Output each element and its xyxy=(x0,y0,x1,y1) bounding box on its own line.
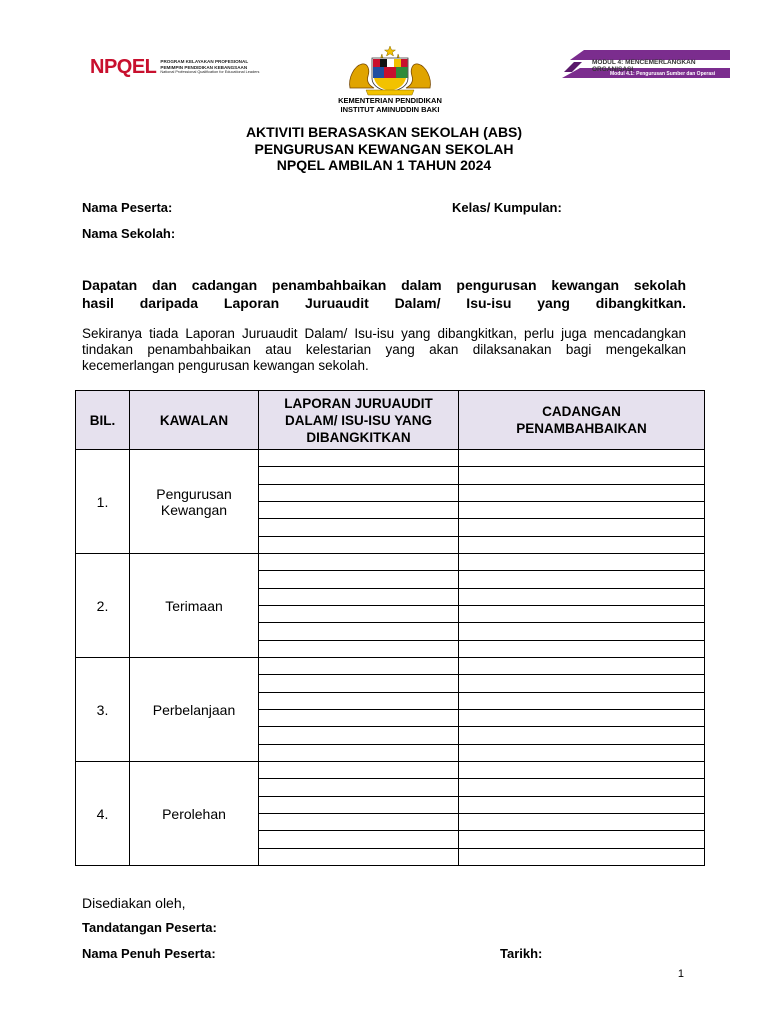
laporan-cell[interactable] xyxy=(259,450,459,554)
nama-sekolah-label: Nama Sekolah: xyxy=(82,226,176,241)
header-laporan-text: LAPORAN JURUAUDIT DALAM/ ISU-ISU YANG DIBANGKITKAN xyxy=(284,395,433,445)
table-row xyxy=(76,554,705,658)
header-cadangan xyxy=(459,391,705,450)
npqel-sub-line3: National Professional Qualification for Educational Leaders xyxy=(160,70,260,75)
laporan-cell[interactable] xyxy=(259,658,459,762)
row-control xyxy=(130,450,259,554)
table-row xyxy=(76,658,705,762)
date-label: Tarikh: xyxy=(500,946,543,961)
npqel-sub-line2: PEMIMPIN PENDIDIKAN KEBANGSAAN xyxy=(160,64,248,70)
full-name-label: Nama Penuh Peserta: xyxy=(82,946,216,961)
header-laporan xyxy=(259,391,459,450)
table-row xyxy=(76,450,705,554)
instruction-line2: hasil daripada Laporan Juruaudit Dalam/ Isu-isu yang dibangkitkan. xyxy=(82,295,686,311)
ministry-line1: KEMENTERIAN PENDIDIKAN xyxy=(338,96,442,105)
npqel-sub-line1: PROGRAM KELAYAKAN PROFESIONAL xyxy=(160,59,249,65)
header-cadangan-text: CADANGAN PENAMBAHBAIKAN xyxy=(516,404,647,436)
instruction-heading xyxy=(82,276,686,312)
cadangan-cell[interactable] xyxy=(459,554,705,658)
instruction-paragraph: Sekiranya tiada Laporan Juruaudit Dalam/ Isu-isu yang dibangkitkan, perlu juga mencadangkan tindakan penambahbaikan atau kelestarian yang akan dilaksanakan bagi mengekalkan kecemerlangan pengurusan kewangan sekolah. xyxy=(82,326,686,373)
cadangan-cell[interactable] xyxy=(459,450,705,554)
malaysia-crest-icon xyxy=(344,44,436,96)
row-number: 3. xyxy=(76,658,130,762)
document-title xyxy=(0,124,768,174)
signature-label: Tandatangan Peserta: xyxy=(82,920,217,935)
table-row xyxy=(76,762,705,866)
npqel-logo xyxy=(90,56,259,79)
laporan-cell[interactable] xyxy=(259,554,459,658)
table-header-row xyxy=(76,391,705,450)
header-kawalan: KAWALAN xyxy=(130,391,259,450)
ministry-label xyxy=(300,96,480,114)
instruction-line1: Dapatan dan cadangan penambahbaikan dalam pengurusan kewangan sekolah xyxy=(82,277,686,293)
row-number: 4. xyxy=(76,762,130,866)
module-subtitle: Modul 4.1: Pengurusan Sumber dan Operasi xyxy=(610,71,716,77)
row-control: Perolehan xyxy=(130,762,259,866)
row-number: 1. xyxy=(76,450,130,554)
nama-peserta-label: Nama Peserta: xyxy=(82,200,173,215)
title-line2: PENGURUSAN KEWANGAN SEKOLAH xyxy=(254,140,514,157)
row-control: Perbelanjaan xyxy=(130,658,259,762)
ministry-line2: INSTITUT AMINUDDIN BAKI xyxy=(340,105,440,114)
npqel-subtitle xyxy=(160,59,259,75)
npqel-wordmark: NPQEL xyxy=(90,56,157,78)
row-control-text: Pengurusan Kewangan xyxy=(156,485,232,518)
findings-table xyxy=(75,390,705,866)
cadangan-cell[interactable] xyxy=(459,658,705,762)
module-title: MODUL 4: MENCEMERLANGKAN ORGANISASI xyxy=(592,59,696,73)
row-number: 2. xyxy=(76,554,130,658)
header-bil: BIL. xyxy=(76,391,130,450)
title-line1: AKTIVITI BERASASKAN SEKOLAH (ABS) xyxy=(245,124,523,140)
title-line3: NPQEL AMBILAN 1 TAHUN 2024 xyxy=(276,157,492,173)
page-number: 1 xyxy=(677,968,684,980)
kelas-label: Kelas/ Kumpulan: xyxy=(452,200,562,215)
row-control: Terimaan xyxy=(130,554,259,658)
cadangan-cell[interactable] xyxy=(459,762,705,866)
laporan-cell[interactable] xyxy=(259,762,459,866)
prepared-by-label: Disediakan oleh, xyxy=(82,895,186,911)
